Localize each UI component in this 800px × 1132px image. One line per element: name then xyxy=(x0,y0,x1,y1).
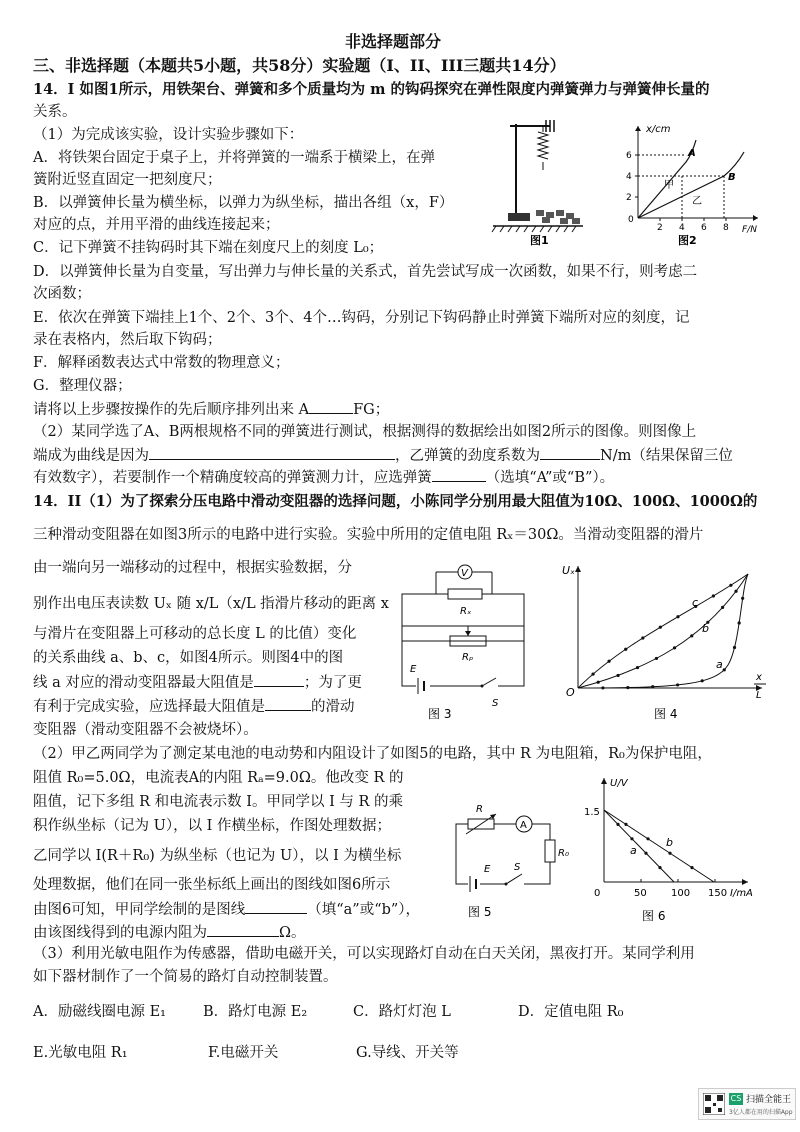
fig5-r0-label: R₀ xyxy=(558,848,569,859)
fig6-xtick-label: 150 xyxy=(708,888,728,899)
brand-badge: CS xyxy=(730,1094,742,1103)
brand-name: 扫描全能王 xyxy=(746,1095,792,1105)
fig6-y-intercept: 1.5 xyxy=(584,807,600,818)
q14-2-line2: 三种滑动变阻器在如图3所示的电路中进行实验。实验中所用的定值电阻 Rₓ＝30Ω。当滑动变阻器的滑片 xyxy=(33,527,704,543)
qr-code-icon xyxy=(703,1093,725,1115)
q14-2-line8 xyxy=(33,696,355,717)
step-e-line1: E．依次在弹簧下端挂上1个、2个、3个、4个…钩码，分别记下钩码静止时弹簧下端所对应的刻度，记 xyxy=(33,310,690,326)
step-a-line2: 簧附近竖直固定一把刻度尺； xyxy=(33,172,222,188)
figure-5-caption: 图 5 xyxy=(468,905,492,919)
fig2-label-yi: 乙 xyxy=(692,196,702,207)
q14-1-part2-line1: （2）某同学选了A、B两根规格不同的弹簧进行测试，根据测得的数据绘出如图2所示的图像。则图像上 xyxy=(33,424,697,440)
figure-3-circuit xyxy=(396,560,536,720)
fig6-xtick-label: 100 xyxy=(671,888,691,899)
fig3-rx-label: Rₓ xyxy=(460,606,472,617)
order-prompt-text: 请将以上步骤按操作的先后顺序排列出来 A xyxy=(33,402,310,418)
fig4-label-c: c xyxy=(692,596,699,609)
fig6-origin: 0 xyxy=(594,888,601,899)
q14-2-line7-text: 线 a 对应的滑动变阻器最大阻值是 xyxy=(33,675,254,691)
q14-2-part2-line3: 阻值，记下多组 R 和电流表示数 I。甲同学以 I 与 R 的乘 xyxy=(33,794,404,810)
fig3-resistor-rx xyxy=(448,589,482,599)
fig6-ylabel: U/V xyxy=(610,778,628,789)
q14-1-part1-head: （1）为完成该实验，设计实验步骤如下： xyxy=(33,127,304,143)
step-g: G．整理仪器； xyxy=(33,378,132,394)
q14-2-part2-line4: 积作纵坐标（记为 U），以 I 作横坐标，作图处理数据； xyxy=(33,818,392,834)
p2-text-a: 端成为曲线是因为 xyxy=(33,448,149,464)
p2-text-e: （选填“A”或“B”）。 xyxy=(485,470,615,486)
q14-2-line4: 别作出电压表读数 Uₓ 随 x/L（x/L 指滑片移动的距离 x xyxy=(33,596,389,612)
fig6-data-point xyxy=(690,866,693,869)
figure-6-chart xyxy=(580,772,780,922)
fig4-data-point xyxy=(636,666,639,669)
q14-2-line3: 由一端向另一端移动的过程中，根据实验数据，分 xyxy=(33,560,352,576)
q14-2-part2-line8-text: 由该图线得到的电源内阻为 xyxy=(33,925,207,941)
q14-1-intro-line1: 14．I 如图1所示，用铁架台、弹簧和多个质量均为 m 的钩码探究在弹性限度内弹簧弹力与弹簧伸长量的 xyxy=(33,81,710,98)
fig6-label-b: b xyxy=(666,836,673,849)
spring-choice-blank[interactable] xyxy=(432,467,486,482)
figure-6-caption: 图 6 xyxy=(642,909,666,922)
section-title: 三、非选择题（本题共5小题，共58分）实验题（I、II、III三题共14分） xyxy=(33,56,566,75)
fig4-data-point xyxy=(591,672,594,675)
fig2-xtick-label: 2 xyxy=(657,223,663,233)
fig6-line-a xyxy=(604,810,674,882)
fig4-ylabel: Uₓ xyxy=(562,564,575,577)
option-g: G.导线、开关等 xyxy=(356,1045,459,1061)
q14-2-part2-line8 xyxy=(33,922,306,943)
q14-2-line7-tail: ；为了更 xyxy=(303,675,362,691)
figure-3-caption: 图 3 xyxy=(428,707,452,720)
option-b: B．路灯电源 E₂ xyxy=(203,1004,308,1020)
fig4-data-point xyxy=(673,646,676,649)
fig4-label-b: b xyxy=(702,622,709,635)
fig2-label-jia: 甲 xyxy=(664,180,674,191)
fig4-data-point xyxy=(624,648,627,651)
fig4-data-point xyxy=(733,646,736,649)
option-c: C．路灯灯泡 L xyxy=(353,1004,451,1020)
option-a: A．励磁线圈电源 E₁ xyxy=(33,1004,166,1020)
fig5-r0 xyxy=(545,840,555,862)
q14-2-line9: 变阻器（滑动变阻器不会被烧坏）。 xyxy=(33,722,258,738)
fig4-data-point xyxy=(729,584,732,587)
fig6-xlabel: I/mA xyxy=(730,888,753,899)
fig2-ytick-label: 6 xyxy=(626,151,632,161)
fig6-xtick-label: 50 xyxy=(634,888,647,899)
q14-2-part2-line2: 阻值 R₀=5.0Ω，电流表A的内阻 Rₐ=9.0Ω。他改变 R 的 xyxy=(33,770,404,786)
p2-text-b: ，乙弹簧的劲度系数为 xyxy=(395,448,540,464)
step-d-line2: 次函数； xyxy=(33,286,91,302)
fig4-data-point xyxy=(701,679,704,682)
fig6-line-b xyxy=(604,810,714,882)
step-a-line1: A．将铁架台固定于桌子上，并将弹簧的一端系于横梁上，在弹 xyxy=(33,150,435,166)
step-f: F．解释函数表达式中常数的物理意义； xyxy=(33,355,290,371)
fig2-xtick-label: 4 xyxy=(679,223,685,233)
fig6-data-point xyxy=(624,823,627,826)
q14-1-intro-line2: 关系。 xyxy=(33,104,77,120)
fig2-label-a: A xyxy=(688,148,696,159)
q14-2-part2-line5: 乙同学以 I(R＋R₀) 为纵坐标（也记为 U），以 I 为横坐标 xyxy=(33,848,402,864)
q14-2-line6: 的关系曲线 a、b、c，如图4所示。则图4中的图 xyxy=(33,650,344,666)
fig4-data-point xyxy=(734,590,737,593)
fig2-xtick-label: 8 xyxy=(723,223,729,233)
option-f: F.电磁开关 xyxy=(208,1045,279,1061)
line-choice-blank[interactable] xyxy=(245,899,307,914)
fig4-data-point xyxy=(651,685,654,688)
q14-2-line1: 14．II（1）为了探索分压电路中滑动变阻器的选择问题，小陈同学分别用最大阻值为10Ω、100Ω、1000Ω的 xyxy=(33,493,758,510)
figure-2-chart xyxy=(608,118,768,248)
figure-4-chart xyxy=(556,560,776,722)
fig4-label-a: a xyxy=(716,658,723,671)
fig4-data-point xyxy=(712,594,715,597)
option-e: E.光敏电阻 R₁ xyxy=(33,1045,128,1061)
step-e-line2: 录在表格内，然后取下钩码； xyxy=(33,332,222,348)
fig4-data-point xyxy=(601,686,604,689)
fig2-xtick-label: 6 xyxy=(701,223,707,233)
q14-1-part2-line3 xyxy=(33,467,614,488)
step-d-line1: D．以弹簧伸长量为自变量，写出弹力与伸长量的关系式，首先尝试写成一次函数，如果不行，则考虑二 xyxy=(33,264,698,280)
q14-2-part2-line1: （2）甲乙两同学为了测定某电池的电动势和内阻设计了如图5的电路，其中 R 为电阻箱，R₀为保护电阻， xyxy=(33,746,712,762)
stiffness-blank[interactable] xyxy=(540,445,600,460)
fig5-s-label: S xyxy=(514,862,521,873)
q14-2-line7 xyxy=(33,672,362,693)
q14-2-part2-line7-tail: （填“a”或“b”）， xyxy=(307,902,421,918)
fig4-data-point xyxy=(676,683,679,686)
fig4-data-point xyxy=(607,660,610,663)
q14-2-line8-tail: 的滑动 xyxy=(311,699,355,715)
fig5-r-label: R xyxy=(476,804,483,815)
fig2-origin: 0 xyxy=(628,215,634,225)
fig4-data-point xyxy=(616,674,619,677)
p2-text-d: 有效数字），若要制作一个精确度较高的弹簧测力计，应选弹簧 xyxy=(33,470,432,486)
order-blank[interactable] xyxy=(309,399,353,414)
brand-sub: 3亿人都在用的扫描App xyxy=(729,1109,793,1116)
curve-reason-blank[interactable] xyxy=(149,445,395,460)
fig6-data-point xyxy=(630,837,633,840)
fig3-e-label: E xyxy=(410,664,417,675)
fig4-data-point xyxy=(690,634,693,637)
fig2-line-b xyxy=(638,152,744,218)
fig3-rp-label: Rₚ xyxy=(462,652,474,663)
step-b-line2: 对应的点，并用平滑的曲线连接起来； xyxy=(33,217,280,233)
order-prompt-tail: FG； xyxy=(353,402,390,418)
fig4-data-point xyxy=(721,606,724,609)
fig3-s-label: S xyxy=(492,698,499,709)
fig2-ylabel: x/cm xyxy=(646,124,671,135)
step-b-line1: B．以弹簧伸长量为横坐标，以弹力为纵坐标，描出各组（x，F） xyxy=(33,195,454,211)
p2-text-c: N/m（结果保留三位 xyxy=(600,448,733,464)
figure-4-caption: 图 4 xyxy=(654,707,678,721)
fig4-data-point xyxy=(723,668,726,671)
figure-5-circuit xyxy=(438,800,578,924)
page-title: 非选择题部分 xyxy=(345,32,442,51)
q14-2-part2-line7-text: 由图6可知，甲同学绘制的是图线 xyxy=(33,902,246,918)
order-prompt xyxy=(33,399,389,420)
figure-2-caption: 图2 xyxy=(678,234,697,247)
fig4-data-point xyxy=(626,686,629,689)
fig5-e-label: E xyxy=(484,864,491,875)
fig2-label-b: B xyxy=(728,172,736,183)
fig6-data-point xyxy=(616,823,619,826)
fig6-data-point xyxy=(644,852,647,855)
fig2-ytick-label: 2 xyxy=(626,193,632,203)
fig4-xlabel-bottom: L xyxy=(756,690,762,701)
fig4-origin: O xyxy=(566,686,575,699)
figure-1 xyxy=(488,118,588,248)
fig6-data-point xyxy=(658,866,661,869)
fig4-data-point xyxy=(676,615,679,618)
fig4-data-point xyxy=(641,636,644,639)
step-c: C．记下弹簧不挂钩码时其下端在刻度尺上的刻度 L₀； xyxy=(33,240,384,256)
scanner-watermark xyxy=(698,1088,796,1120)
fig6-data-point xyxy=(646,837,649,840)
q14-2-part3-line2: 如下器材制作了一个简易的路灯自动控制装置。 xyxy=(33,969,338,985)
q14-1-part2-line2 xyxy=(33,445,733,466)
q14-2-part2-line8-tail: Ω。 xyxy=(279,925,306,941)
fig4-data-point xyxy=(659,626,662,629)
fig4-data-point xyxy=(655,657,658,660)
q14-2-line5: 与滑片在变阻器上可移动的总长度 L 的比值）变化 xyxy=(33,626,357,642)
fig4-xlabel-top: x xyxy=(756,672,762,683)
fig4-data-point xyxy=(597,681,600,684)
figure-1-caption: 图1 xyxy=(530,234,549,247)
fig3-voltmeter-label: V xyxy=(461,568,468,579)
fig6-label-a: a xyxy=(630,844,637,857)
fig4-data-point xyxy=(738,621,741,624)
fig4-data-point xyxy=(741,597,744,600)
fig2-ytick-label: 4 xyxy=(626,172,632,182)
fig2-xlabel: F/N xyxy=(742,225,757,235)
max-resistance-blank[interactable] xyxy=(254,672,304,687)
internal-resistance-blank[interactable] xyxy=(207,922,279,937)
fig6-data-point xyxy=(668,852,671,855)
q14-2-line8-text: 有利于完成实验，应选择最大阻值是 xyxy=(33,699,265,715)
choose-resistance-blank[interactable] xyxy=(265,696,311,711)
option-d: D．定值电阻 R₀ xyxy=(518,1004,624,1020)
q14-2-part2-line6: 处理数据，他们在同一张坐标纸上画出的图线如图6所示 xyxy=(33,877,391,893)
q14-2-part3-line1: （3）利用光敏电阻作为传感器，借助电磁开关，可以实现路灯自动在白天关闭，黑夜打开。某同学利用 xyxy=(33,946,695,962)
q14-2-part2-line7 xyxy=(33,899,420,920)
fig5-a-label: A xyxy=(520,820,527,831)
